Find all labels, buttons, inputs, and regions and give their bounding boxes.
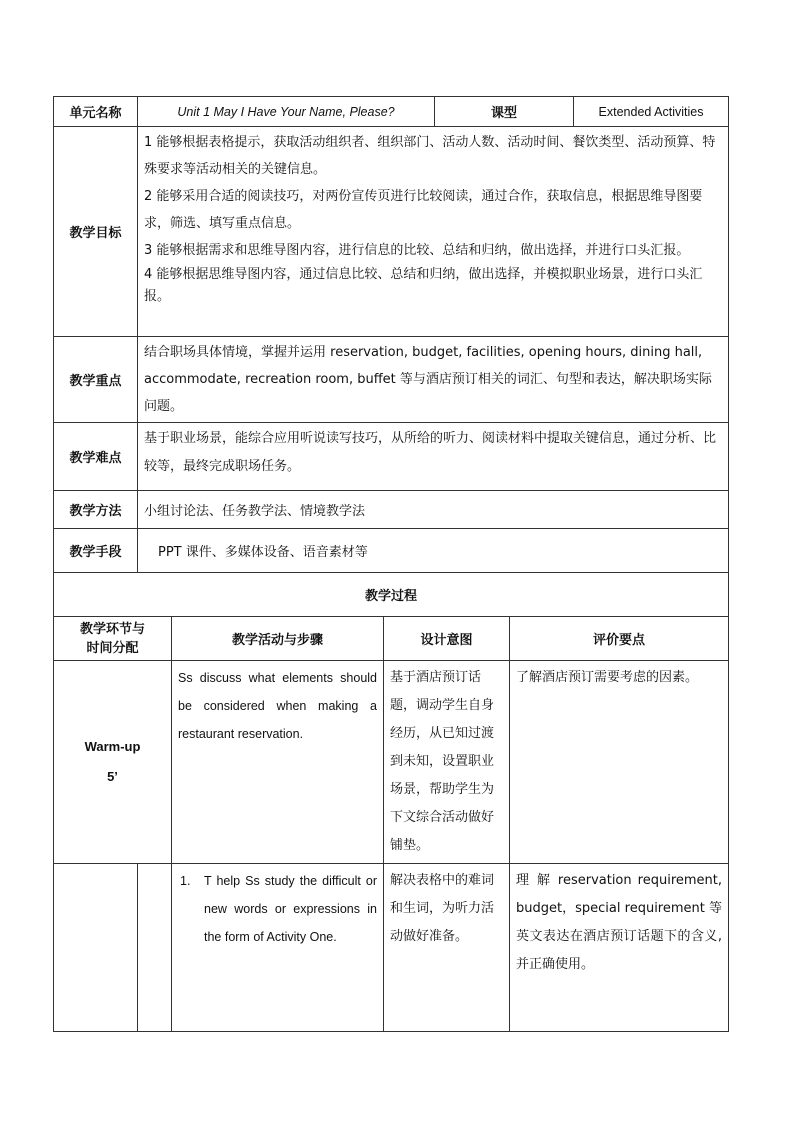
- warmup-stage-time: 5’: [107, 769, 118, 784]
- key-points-text: 结合职场具体情境，掌握并运用 reservation, budget, facilities, opening hours, dining hall, accommodate, recreation room, buffet 等与酒店预订相关的词汇、句型和表达，解决职场实际问题。: [138, 337, 729, 423]
- objectives-row: [54, 127, 729, 337]
- activity-one-intent: 解决表格中的难词和生词，为听力活动做好准备。: [384, 864, 510, 1032]
- objectives-content: [138, 127, 729, 337]
- unit-label: 单元名称: [54, 97, 138, 127]
- eval-header: 评价要点: [510, 617, 729, 661]
- warmup-eval: 了解酒店预订需要考虑的因素。: [510, 661, 729, 864]
- process-row-warmup: [54, 661, 729, 864]
- objective-item: 1 能够根据表格提示，获取活动组织者、组织部门、活动人数、活动时间、餐饮类型、活动预算、特殊要求等活动相关的关键信息。: [144, 135, 716, 177]
- objective-item: 4 能够根据思维导图内容，通过信息比较、总结和归纳，做出选择，并模拟职业场景，进行口头汇报。: [144, 267, 703, 304]
- stage-header-line2: 时间分配: [86, 640, 139, 656]
- intent-header: 设计意图: [384, 617, 510, 661]
- activity-one-activity: [172, 864, 384, 1032]
- activity-header: 教学活动与步骤: [172, 617, 384, 661]
- objective-item: 2 能够采用合适的阅读技巧，对两份宣传页进行比较阅读，通过合作，获取信息，根据思维导图要求，筛选、填写重点信息。: [144, 189, 703, 231]
- warmup-activity: Ss discuss what elements should be considered when making a restaurant reservation.: [172, 661, 384, 864]
- activity-one-text: T help Ss study the difficult or new words or expressions in the form of Activity One.: [204, 874, 377, 944]
- methods-text: 小组讨论法、任务教学法、情境教学法: [138, 491, 729, 529]
- warmup-stage-name: Warm-up: [84, 739, 141, 754]
- stage-header-line1: 教学环节与: [79, 621, 145, 637]
- activity-one-stage-right: [138, 864, 172, 1032]
- unit-row: [54, 97, 729, 127]
- methods-label: 教学方法: [54, 491, 138, 529]
- lesson-plan-table: [53, 96, 729, 1032]
- process-row-activity-one: [54, 864, 729, 1032]
- media-row: [54, 529, 729, 573]
- warmup-intent: 基于酒店预订话题，调动学生自身经历，从已知过渡到未知，设置职业场景，帮助学生为下文综合活动做好铺垫。: [384, 661, 510, 864]
- difficulties-label: 教学难点: [54, 423, 138, 491]
- type-label: 课型: [435, 97, 574, 127]
- stage-header: [54, 617, 172, 661]
- key-points-label: 教学重点: [54, 337, 138, 423]
- methods-row: [54, 491, 729, 529]
- process-header-row: [54, 617, 729, 661]
- unit-value: Unit 1 May I Have Your Name, Please?: [138, 97, 435, 127]
- activity-one-eval: 理 解 reservation requirement, budget，special requirement 等英文表达在酒店预订话题下的含义,并正确使用。: [510, 864, 729, 1032]
- objective-item: 3 能够根据需求和思维导图内容，进行信息的比较、总结和归纳，做出选择，并进行口头汇报。: [144, 243, 690, 258]
- objectives-label: 教学目标: [54, 127, 138, 337]
- key-points-row: [54, 337, 729, 423]
- activity-one-stage-left: [54, 864, 138, 1032]
- media-text: PPT 课件、多媒体设备、语音素材等: [138, 529, 729, 573]
- process-title-row: [54, 573, 729, 617]
- difficulties-row: [54, 423, 729, 491]
- type-value: Extended Activities: [574, 97, 729, 127]
- media-label: 教学手段: [54, 529, 138, 573]
- activity-one-number: 1.: [180, 874, 191, 888]
- process-title: 教学过程: [54, 573, 729, 617]
- difficulties-text: 基于职业场景，能综合应用听说读写技巧，从所给的听力、阅读材料中提取关键信息，通过分析、比较等，最终完成职场任务。: [138, 423, 729, 491]
- warmup-stage: [54, 661, 172, 864]
- lesson-plan-sheet: [53, 96, 728, 1032]
